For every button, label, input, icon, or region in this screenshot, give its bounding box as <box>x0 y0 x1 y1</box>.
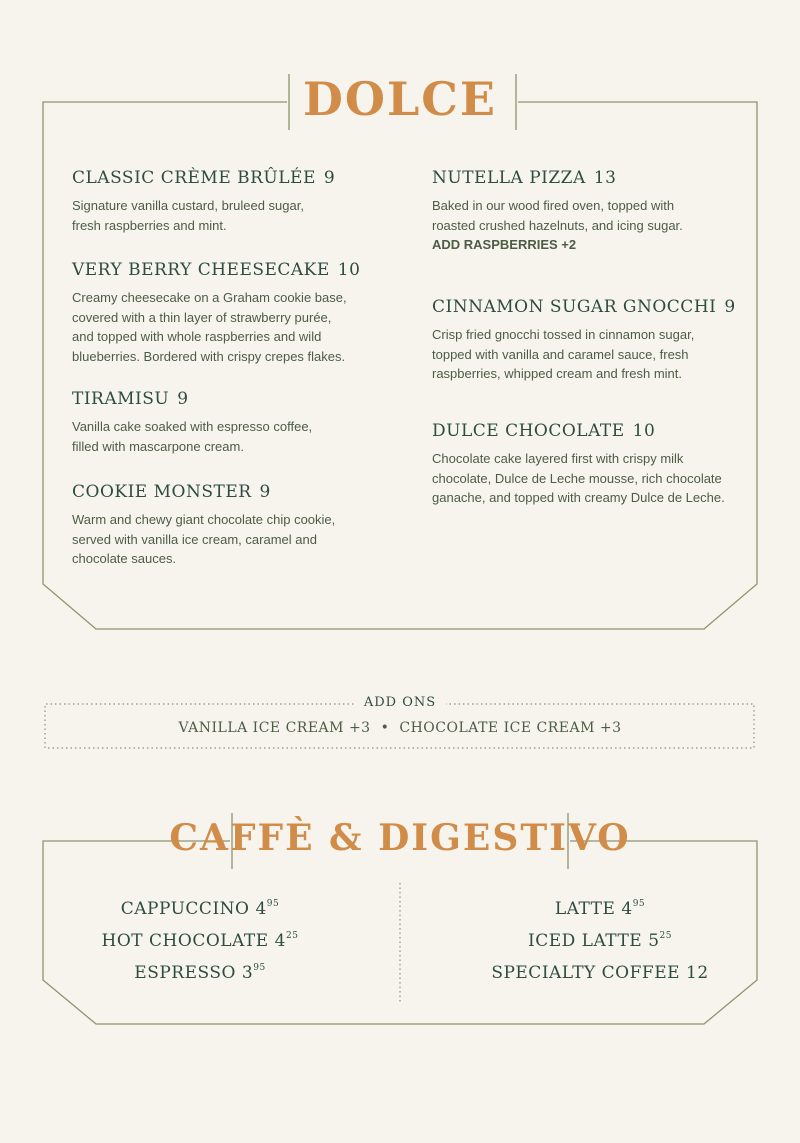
caffe-right-column <box>400 893 800 989</box>
addon-item: CHOCOLATE ICE CREAM +3 <box>399 720 622 736</box>
menu-item-title <box>72 482 372 502</box>
dolce-section-title: DOLCE <box>303 72 497 126</box>
menu-item-description <box>72 417 372 456</box>
description-line: Crisp fried gnocchi tossed in cinnamon sugar, <box>432 327 695 342</box>
drink-price-cents: 95 <box>632 899 646 909</box>
drink-item <box>0 893 400 925</box>
menu-item <box>432 421 732 508</box>
menu-item-title <box>432 297 736 317</box>
menu-item-name: COOKIE MONSTER <box>72 482 252 502</box>
menu-item-name: CLASSIC CRÈME BRÛLÉE <box>72 168 316 188</box>
menu-item-title <box>72 389 372 409</box>
description-line: Baked in our wood fired oven, topped with <box>432 198 675 213</box>
drink-price-main: 4 <box>255 899 267 919</box>
drink-price-cents: 95 <box>266 899 280 909</box>
menu-item-price: 9 <box>177 389 189 409</box>
menu-item-description <box>432 196 732 235</box>
description-line: fresh raspberries and mint. <box>72 217 227 233</box>
drink-name: ICED LATTE <box>528 931 643 951</box>
menu-item-addon: ADD RASPBERRIES +2 <box>432 237 577 252</box>
menu-item <box>72 260 372 366</box>
drink-price-main: 5 <box>648 931 660 951</box>
drink-item <box>400 893 800 925</box>
drink-price <box>275 931 299 951</box>
menu-item-price: 13 <box>593 168 617 188</box>
drink-price <box>242 963 266 983</box>
menu-item-description <box>432 449 732 508</box>
menu-item-title <box>72 260 372 280</box>
menu-item-description <box>432 325 732 384</box>
addons-list <box>0 720 800 736</box>
menu-item <box>432 297 736 384</box>
description-line: and topped with whole raspberries and wild <box>72 329 322 344</box>
drink-price-cents: 25 <box>659 931 672 941</box>
drink-price-main: 3 <box>241 963 254 983</box>
menu-item-description <box>72 510 372 569</box>
description-line: Warm and chewy giant chocolate chip cookie, <box>72 512 336 527</box>
description-line: chocolate, Dulce de Leche mousse, rich chocolate <box>432 470 722 486</box>
menu-item <box>72 168 372 235</box>
menu-item-description <box>72 196 372 235</box>
drink-item <box>0 957 400 989</box>
drink-name: ESPRESSO <box>134 963 236 983</box>
caffe-section-title: CAFFÈ & DIGESTIVO <box>169 817 631 859</box>
description-line: Vanilla cake soaked with espresso coffee, <box>72 419 313 434</box>
menu-item-name: DULCE CHOCOLATE <box>432 421 625 441</box>
drink-price-main: 4 <box>274 931 286 951</box>
drink-name: SPECIALTY COFFEE <box>491 963 681 983</box>
menu-item-name: TIRAMISU <box>72 389 170 409</box>
drink-name: CAPPUCCINO <box>120 899 250 919</box>
menu-item-title <box>432 168 732 188</box>
description-line: roasted crushed hazelnuts, and icing sugar. <box>432 217 683 233</box>
description-line: chocolate sauces. <box>72 551 177 566</box>
drink-price <box>686 963 709 983</box>
drink-price-main: 4 <box>621 899 633 919</box>
menu-item-description <box>72 288 372 366</box>
drink-price-cents: 95 <box>253 963 266 973</box>
menu-item-price: 10 <box>337 260 361 280</box>
menu-item-name: CINNAMON SUGAR GNOCCHI <box>432 297 717 317</box>
drink-item <box>0 925 400 957</box>
drink-item <box>400 957 800 989</box>
drink-price-main: 12 <box>686 963 709 983</box>
description-line: covered with a thin layer of strawberry purée, <box>72 309 332 325</box>
menu-item-price: 9 <box>323 168 336 188</box>
addon-separator: • <box>380 720 390 736</box>
drink-price-cents: 25 <box>285 931 299 941</box>
caffe-left-column <box>0 893 400 989</box>
drink-price <box>255 899 279 919</box>
description-line: ganache, and topped with creamy Dulce de Leche. <box>432 490 725 505</box>
drink-item <box>400 925 800 957</box>
menu-item-price: 10 <box>632 421 656 441</box>
drink-name: HOT CHOCOLATE <box>101 931 269 951</box>
menu-item-name: VERY BERRY CHEESECAKE <box>72 260 330 280</box>
menu-item-price: 9 <box>724 297 736 317</box>
drink-price <box>648 931 672 951</box>
menu-item-title <box>72 168 372 188</box>
menu-item <box>432 168 732 252</box>
menu-item-name: NUTELLA PIZZA <box>432 168 586 188</box>
description-line: raspberries, whipped cream and fresh mint. <box>432 366 683 381</box>
description-line: Chocolate cake layered first with crispy milk <box>432 451 684 466</box>
menu-item <box>72 482 372 569</box>
description-line: topped with vanilla and caramel sauce, fresh <box>432 346 689 362</box>
drink-price <box>621 899 645 919</box>
description-line: filled with mascarpone cream. <box>72 438 244 454</box>
drink-name: LATTE <box>554 899 616 919</box>
description-line: Signature vanilla custard, bruleed sugar, <box>72 198 304 213</box>
description-line: blueberries. Bordered with crispy crepes flakes. <box>72 348 346 364</box>
description-line: Creamy cheesecake on a Graham cookie base, <box>72 290 347 305</box>
addon-item: VANILLA ICE CREAM +3 <box>178 720 371 736</box>
description-line: served with vanilla ice cream, caramel and <box>72 531 317 547</box>
menu-item <box>72 389 372 456</box>
menu-item-title <box>432 421 732 441</box>
addons-label: ADD ONS <box>0 695 800 710</box>
menu-item-price: 9 <box>259 482 271 502</box>
